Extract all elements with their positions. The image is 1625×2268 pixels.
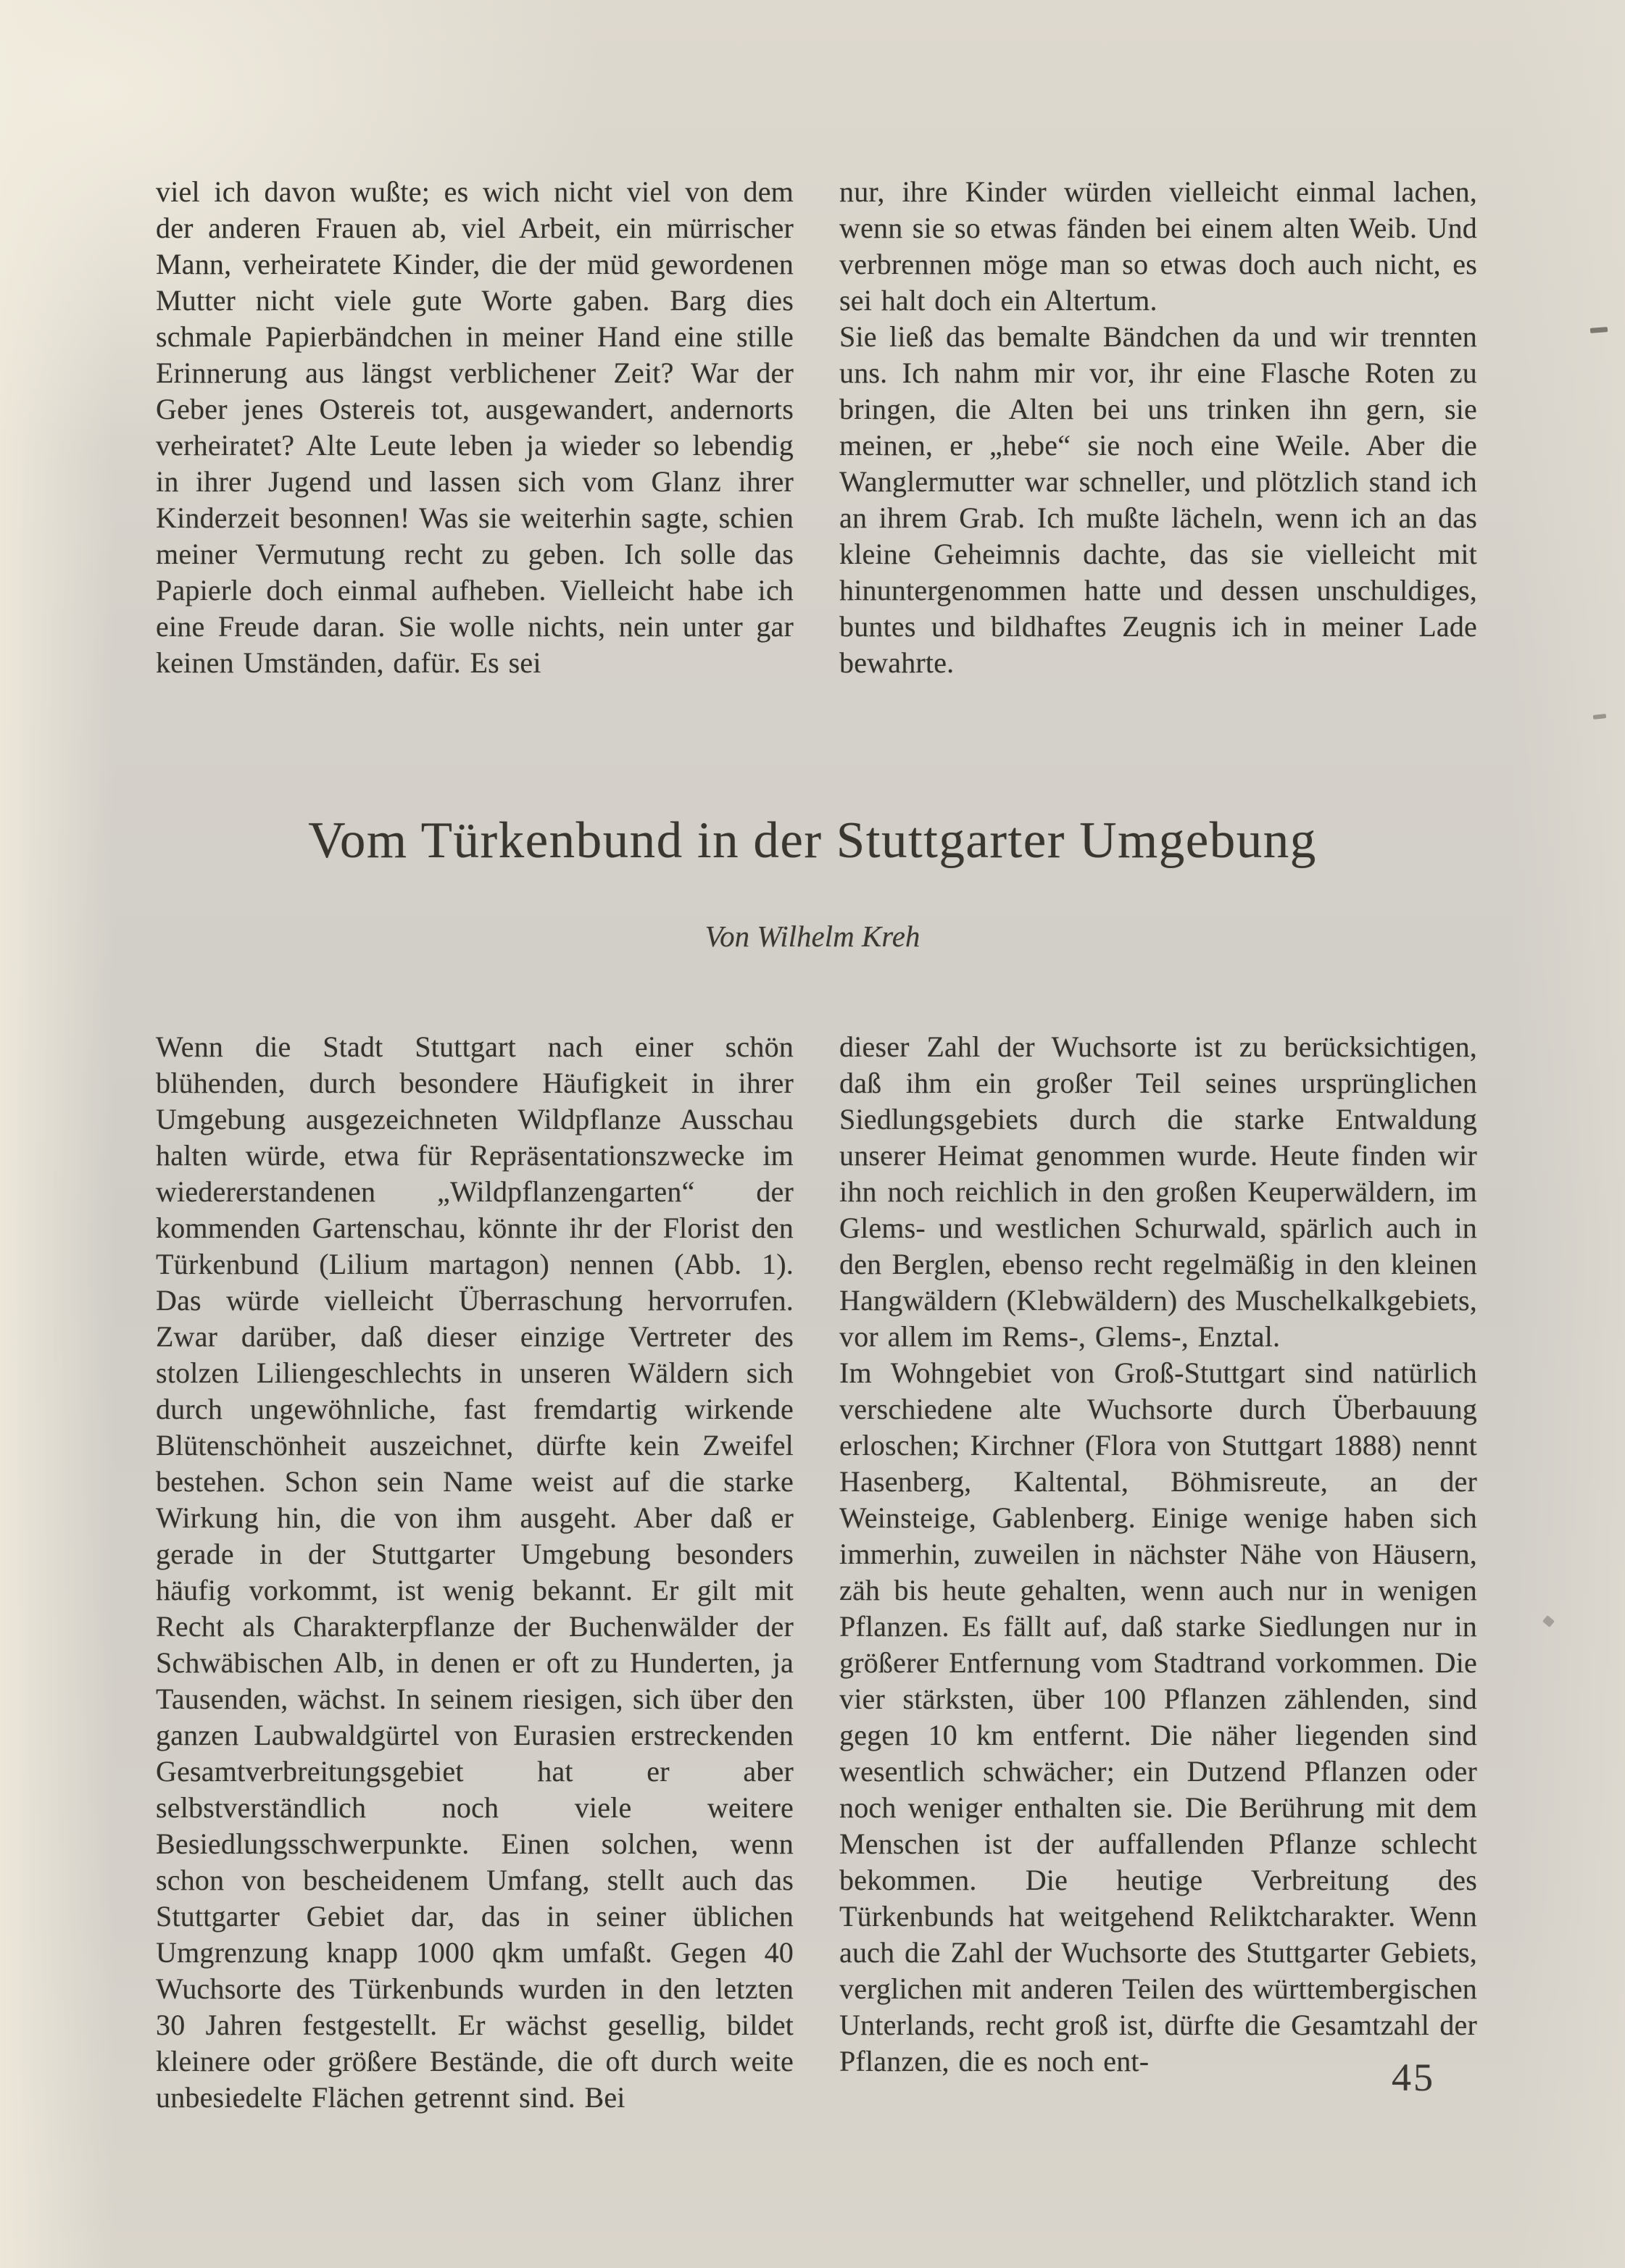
- article-left-column: [156, 1029, 794, 2116]
- article-byline: Von Wilhelm Kreh: [705, 920, 920, 953]
- paragraph: dieser Zahl der Wuchsorte ist zu berücksichtigen, daß ihm ein großer Teil seines ursprünglichen Siedlungsgebiets durch die starke Entwaldung unserer Heimat genommen wurde. Heute finden wir ihn noch reichlich in den großen Keuperwäldern, im Glems- und westlichen Schurwald, spärlich auch in den Berglen, ebenso recht regelmäßig in den kleinen Hangwäldern (Klebwäldern) des Muschelkalkgebiets, vor allem im Rems-, Glems-, Enztal.: [839, 1030, 1477, 1353]
- scan-speck: [1593, 714, 1607, 720]
- page-number: 45: [1392, 2056, 1435, 2099]
- paragraph: Wenn die Stadt Stuttgart nach einer schön blühenden, durch besondere Häufigkeit in ihrer Umgebung ausgezeichneten Wildpflanze Ausschau halten würde, etwa für Repräsentationszwecke im wiedererstandenen „Wildpflanzengarten“ der kommenden Gartenschau, könnte ihr der Florist den Türkenbund (Lilium martagon) nennen (Abb. 1). Das würde vielleicht Überraschung hervorrufen. Zwar darüber, daß dieser einzige Vertreter des stolzen Liliengeschlechts in unseren Wäldern sich durch ungewöhnliche, fast fremdartig wirkende Blütenschönheit auszeichnet, dürfte kein Zweifel bestehen. Schon sein Name weist auf die starke Wirkung hin, die von ihm ausgeht. Aber daß er gerade in der Stuttgarter Umgebung besonders häufig vorkommt, ist wenig bekannt. Er gilt mit Recht als Charakterpflanze der Buchenwälder der Schwäbischen Alb, in denen er oft zu Hunderten, ja Tausenden, wächst. In seinem riesigen, sich über den ganzen Laubwaldgürtel von Eurasien erstreckenden Gesamtverbreitungsgebiet hat er aber selbstverständlich noch viele weitere Besiedlungsschwerpunkte. Einen solchen, wenn schon von bescheidenem Umfang, stellt auch das Stuttgarter Gebiet dar, das in seiner üblichen Umgrenzung knapp 1000 qkm umfaßt. Gegen 40 Wuchsorte des Türkenbunds wurden in den letzten 30 Jahren festgestellt. Er wächst gesellig, bildet kleinere oder größere Bestände, die oft durch weite unbesiedelte Flächen getrennt sind. Bei: [156, 1030, 794, 2114]
- paragraph: Sie ließ das bemalte Bändchen da und wir trennten uns. Ich nahm mir vor, ihr eine Flasche Roten zu bringen, die Alten bei uns trinken ihn gern, sie meinen, er „hebe“ sie noch eine Weile. Aber die Wanglermutter war schneller, und plötzlich stand ich an ihrem Grab. Ich mußte lächeln, wenn ich an das kleine Geheimnis dachte, das sie vielleicht mit hinuntergenommen hatte und dessen unschuldiges, buntes und bildhaftes Zeugnis ich in meiner Lade bewahrte.: [839, 320, 1477, 679]
- paragraph: nur, ihre Kinder würden vielleicht einmal lachen, wenn sie so etwas fänden bei einem alten Weib. Und verbrennen möge man so etwas doch auch nicht, es sei halt doch ein Altertum.: [839, 175, 1477, 317]
- article-title: Vom Türkenbund in der Stuttgarter Umgebung: [308, 812, 1317, 869]
- article-right-column: [839, 1029, 1477, 2080]
- scan-speck: [1542, 1615, 1555, 1627]
- continuation-right-column: [839, 174, 1477, 681]
- continuation-left-column: [156, 174, 794, 681]
- paragraph: Im Wohngebiet von Groß-Stuttgart sind natürlich verschiedene alte Wuchsorte durch Überbauung erloschen; Kirchner (Flora von Stuttgart 1888) nennt Hasenberg, Kaltental, Böhmisreute, an der Weinsteige, Gablenberg. Einige wenige haben sich immerhin, zuweilen in nächster Nähe von Häusern, zäh bis heute gehalten, wenn auch nur in wenigen Pflanzen. Es fällt auf, daß starke Siedlungen nur in größerer Entfernung vom Stadtrand vorkommen. Die vier stärksten, über 100 Pflanzen zählenden, sind gegen 10 km entfernt. Die näher liegenden sind wesentlich schwächer; ein Dutzend Pflanzen oder noch weniger enthalten sie. Die Berührung mit dem Menschen ist der auffallenden Pflanze schlecht bekommen. Die heutige Verbreitung des Türkenbunds hat weitgehend Reliktcharakter. Wenn auch die Zahl der Wuchsorte des Stuttgarter Gebiets, verglichen mit anderen Teilen des württembergischen Unterlands, recht groß ist, dürfte die Gesamtzahl der Pflanzen, die es noch ent-: [839, 1356, 1477, 2077]
- paragraph: viel ich davon wußte; es wich nicht viel von dem der anderen Frauen ab, viel Arbeit, ein mürrischer Mann, verheiratete Kinder, die der müd gewordenen Mutter nicht viele gute Worte gaben. Barg dies schmale Papierbändchen in meiner Hand eine stille Erinnerung aus längst verblichener Zeit? War der Geber jenes Ostereis tot, ausgewandert, andernorts verheiratet? Alte Leute leben ja wieder so lebendig in ihrer Jugend und lassen sich vom Glanz ihrer Kinderzeit besonnen! Was sie weiterhin sagte, schien meiner Vermutung recht zu geben. Ich solle das Papierle doch einmal aufheben. Vielleicht habe ich eine Freude daran. Sie wolle nichts, nein unter gar keinen Umständen, dafür. Es sei: [156, 175, 794, 679]
- scan-speck: [1590, 327, 1608, 333]
